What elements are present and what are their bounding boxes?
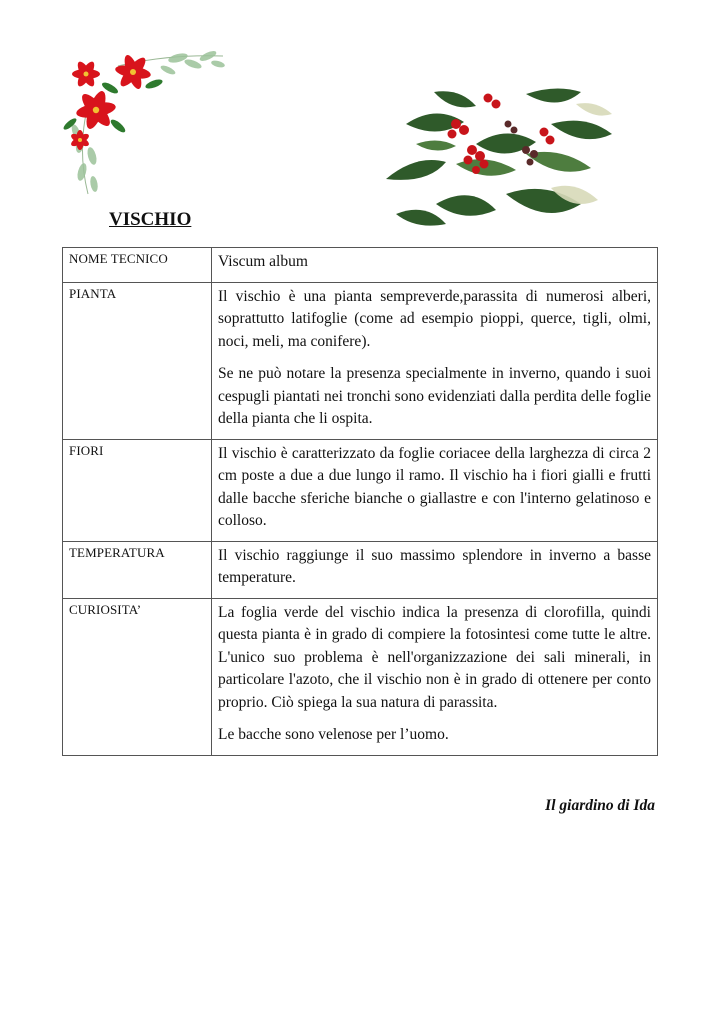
row-value <box>212 439 658 541</box>
row-paragraph: Se ne può notare la presenza specialmente in inverno, quando i suoi cespugli piantati nei tronchi sono evidenziati dalla perdita delle foglie della pianta che li ospita. <box>218 365 651 427</box>
table-row-nome-tecnico <box>63 248 658 283</box>
holly-berries-image <box>376 84 616 230</box>
poinsettia-decoration-image <box>58 44 228 196</box>
row-value <box>212 248 658 283</box>
row-label: TEMPERATURA <box>63 541 212 598</box>
plant-info-table <box>62 247 658 756</box>
row-paragraph: Il vischio è una pianta sempreverde,parassita di numerosi alberi, soprattutto latifoglie (come ad esempio pioppi, querce, tigli, olmi, noci, meli, ma conifere). <box>218 287 651 350</box>
row-paragraph: Il vischio raggiunge il suo massimo splendore in inverno a basse temperature. <box>218 546 651 586</box>
table-row-fiori <box>63 439 658 541</box>
table-row-pianta <box>63 282 658 439</box>
table-row-curiosita <box>63 598 658 755</box>
row-paragraph: Viscum album <box>218 253 308 270</box>
row-value <box>212 541 658 598</box>
row-paragraph: Il vischio è caratterizzato da foglie coriacee della larghezza di circa 2 cm poste a due a due lungo il ramo. Il vischio ha i fiori gialli e frutti dalle bacche sferiche bianche o giallastre e con l'interno gelatinoso e colloso. <box>218 444 651 529</box>
table-row-temperatura <box>63 541 658 598</box>
row-paragraph: La foglia verde del vischio indica la presenza di clorofilla, quindi questa pianta è in grado di compiere la fotosintesi come tutte le altre. L'unico suo problema è nell'organizzazione dei sali minerali, in particolare l'azoto, che il vischio non è in grado di ottenere per conto proprio. Ciò spiega la sua natura di parassita. <box>218 603 651 711</box>
signature: Il giardino di Ida <box>545 797 655 814</box>
row-label: FIORI <box>63 439 212 541</box>
row-value <box>212 598 658 755</box>
document-title: VISCHIO <box>109 209 192 230</box>
row-paragraph: Le bacche sono velenose per l’uomo. <box>218 726 449 743</box>
row-value <box>212 282 658 439</box>
row-label: NOME TECNICO <box>63 248 212 283</box>
row-label: CURIOSITA’ <box>63 598 212 755</box>
row-label: PIANTA <box>63 282 212 439</box>
